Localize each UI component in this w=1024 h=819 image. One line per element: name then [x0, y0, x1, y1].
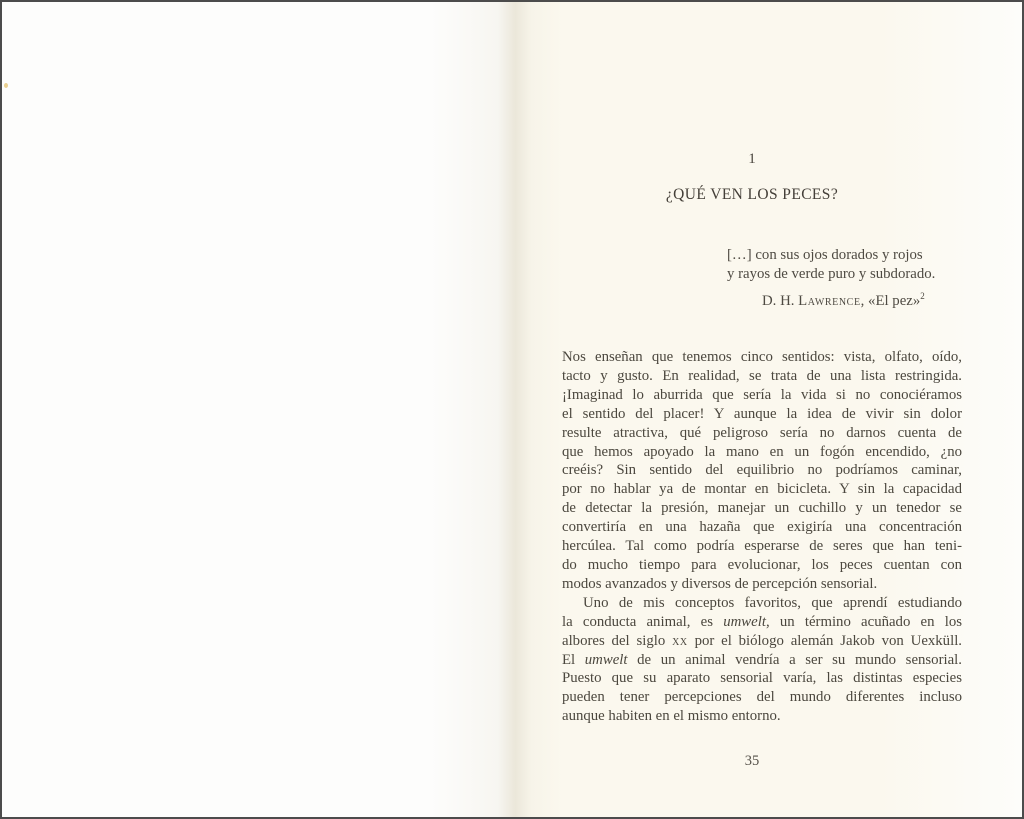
right-page [515, 2, 1022, 817]
text-line: por no hablar ya de montar en bicicleta. Y sin la capacidad [562, 481, 962, 498]
text-line: que hemos apoyado la mano en un fogón encendido, ¿no [562, 443, 962, 460]
text-line: ¡Imaginad lo aburrida que sería la vida si no conociéramos [562, 386, 962, 403]
scan-artifact-speck [4, 83, 8, 88]
text-line: el sentido del placer! Y aunque la idea de vivir sin dolor [562, 405, 962, 422]
page-number: 35 [744, 753, 760, 769]
paragraph [562, 348, 962, 594]
styled-text-segment: umwelt [723, 613, 766, 630]
epigraph-attribution: D. H. Lawrence, «El pez»$^2$ [762, 291, 925, 309]
text-line: hercúlea. Tal como podría esperarse de seres que han teni- [562, 538, 962, 555]
styled-text-segment: Lawrence [798, 293, 861, 309]
left-page-blank [2, 2, 515, 817]
text-line: tacto y gusto. En realidad, se trata de una lista restringida. [562, 367, 962, 384]
styled-text-segment: 2 [920, 291, 925, 302]
text-line: El umwelt de un animal vendría a ser su mundo sensorial. [562, 651, 962, 668]
chapter-number: 1 [748, 151, 756, 167]
chapter-title: ¿QUÉ VEN LOS PECES? [665, 186, 839, 203]
page-spread-background [2, 2, 1022, 817]
text-line: pueden tener percepciones del mundo diferentes incluso [562, 689, 962, 706]
text-line: albores del siglo xx por el biólogo alemán Jakob von Uexküll. [562, 632, 962, 649]
text-line: aunque habiten en el mismo entorno. [562, 708, 781, 725]
epigraph [727, 246, 935, 284]
text-line: resulte atractiva, qué peligroso sería no darnos cuenta de [562, 424, 962, 441]
text-line: creéis? Sin sentido del equilibrio no podríamos caminar, [562, 462, 962, 479]
text-line: modos avanzados y diversos de percepción sensorial. [562, 575, 878, 592]
text-line: Puesto que su aparato sensorial varía, las distintas especies [562, 670, 962, 687]
styled-text-segment: umwelt [584, 651, 628, 668]
text-line: y rayos de verde puro y subdorado. [727, 266, 936, 282]
paragraph [562, 594, 962, 726]
text-line: […] con sus ojos dorados y rojos [727, 247, 923, 263]
styled-text-segment: xx [672, 632, 688, 649]
text-line: convertiría en una hazaña que exigiría una concentración [562, 519, 962, 536]
text-line: de detectar la presión, manejar un cuchillo y un tenedor se [562, 500, 962, 517]
text-line: Uno de mis conceptos favoritos, que aprendí estudiando [583, 594, 962, 611]
body-text [562, 348, 962, 726]
text-line: la conducta animal, es umwelt, un término acuñado en los [562, 613, 962, 630]
text-line: do mucho tiempo para evolucionar, los peces cuentan con [562, 556, 962, 573]
text-line: Nos enseñan que tenemos cinco sentidos: vista, olfato, oído, [562, 349, 962, 365]
